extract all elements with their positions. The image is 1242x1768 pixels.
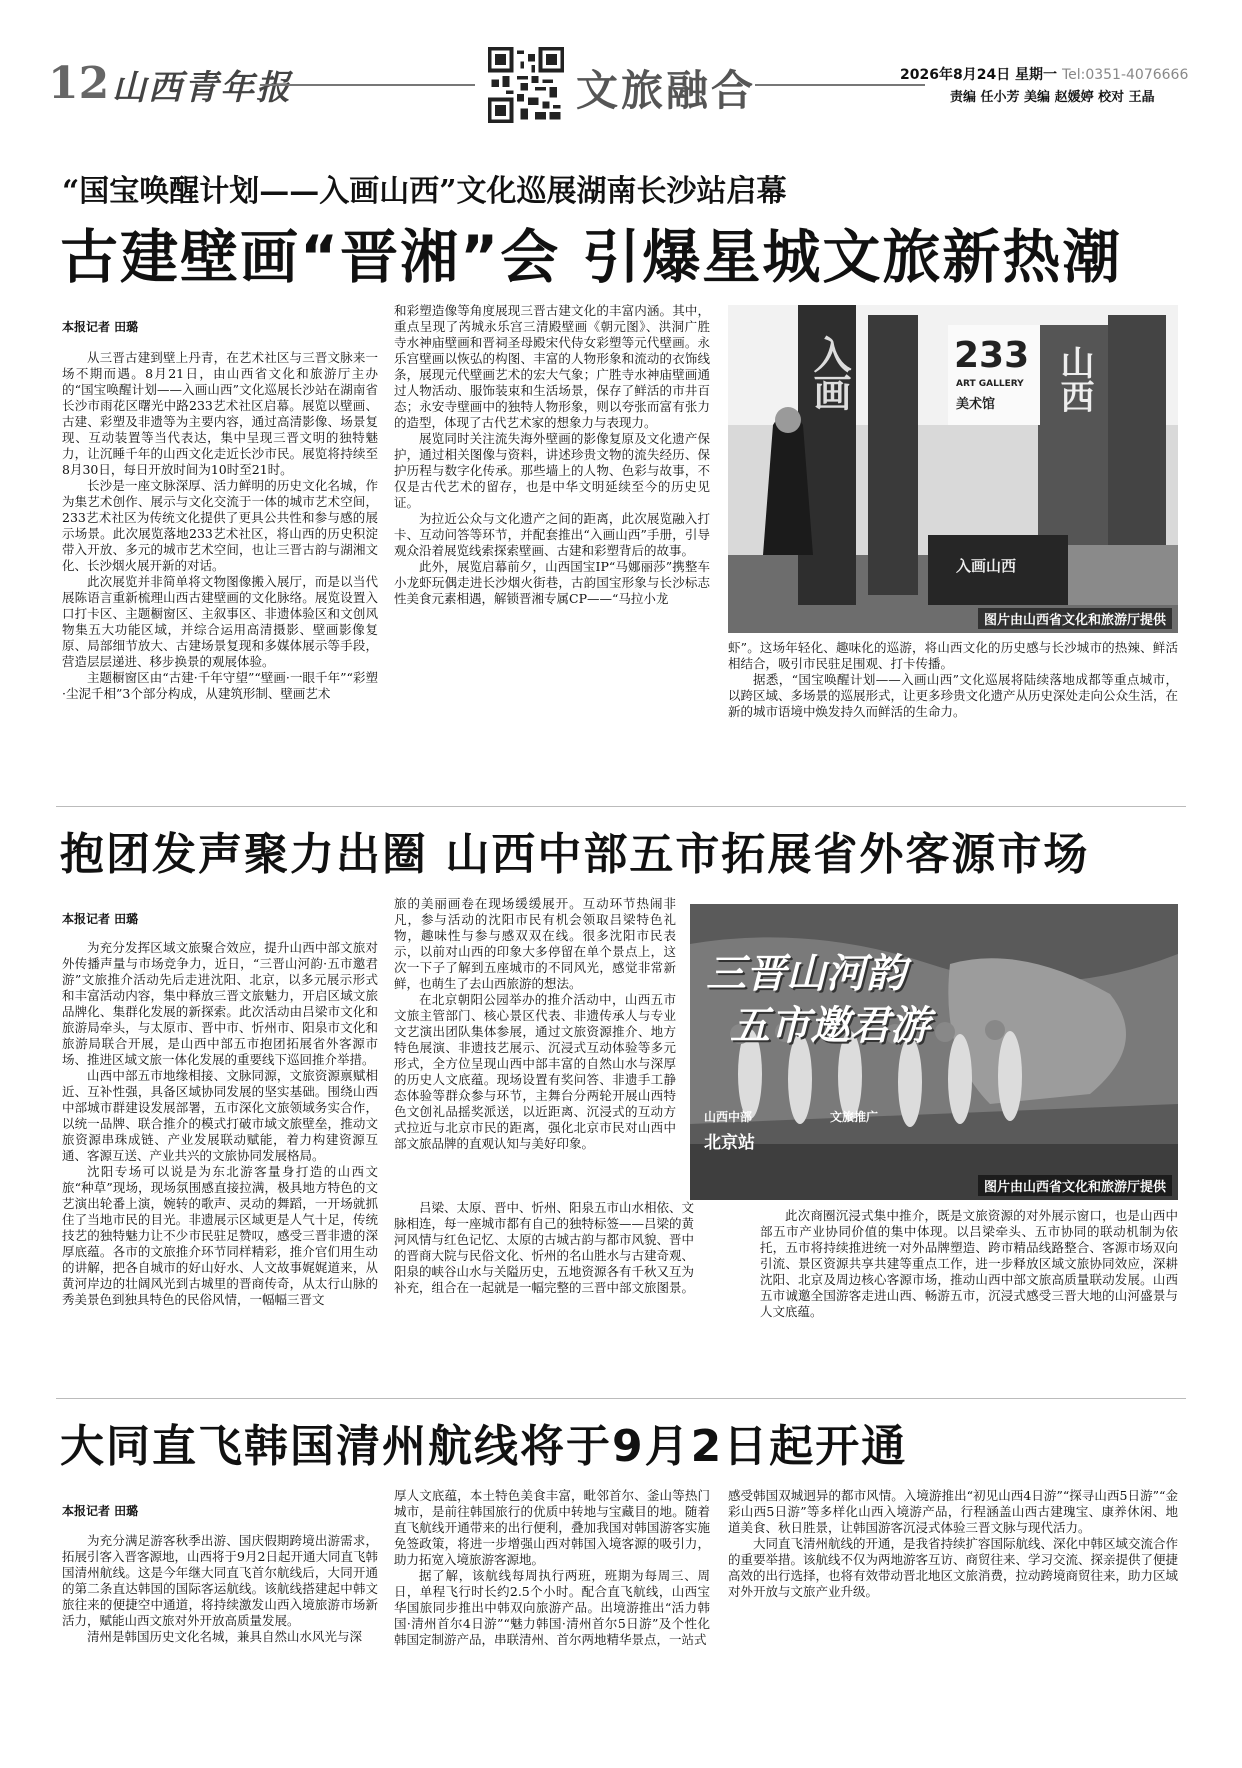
article2-col3-p1: 此次商圈沉浸式集中推介，既是文旅资源的对外展示窗口，也是山西中部五市产业协同价值的集中体现。以吕梁牵头、五市协同的联动机制为依托，五市将持续推进统一对外品牌塑造、跨市精品线路整合、客源市场双向引流、景区资源共享共建等重点工作，进一步释放区域文旅协同效应，深耕沈阳、北京及周边核心客源市场，推动山西中部文旅高质量联动发展。山西五市诚邀全国游客走进山西、畅游五市，沉浸式感受三晋大地的山河盛景与人文底蕴。 bbox=[760, 1208, 1178, 1319]
article2-col1-p1: 为充分发挥区域文旅聚合效应，提升山西中部文旅对外传播声量与市场竞争力，近日，“三晋山河韵·五市邀君游”文旅推介活动先后走进沈阳、北京，以多元展示形式和丰富活动内容，集中释放三晋文旅魅力，开启区域文旅品牌化、集群化发展的新探索。此次活动由吕梁市文化和旅游局牵头，与太原市、晋中市、忻州市、阳泉市文化和旅游局联合开展，是山西中部五市抱团拓展省外客源市场、推进区域文旅一体化发展的重要线下巡回推介举措。 bbox=[62, 940, 378, 1067]
article2-col2-p2: 在北京朝阳公园举办的推介活动中，山西五市文旅主管部门、核心景区代表、非遗传承人与专业文艺演出团队集体参展，通过文旅资源推介、地方特色展演、非遗技艺展示、沉浸式互动体验等多元形式，全方位呈现山西中部丰富的自然山水与深厚的历史人文底蕴。现场设置有奖问答、非遗手工静态体验等群众参与环节，主舞台分两轮开展山西特色文创礼品摇奖派送，以近距离、沉浸式的互动方式拉近与北京市民的距离，强化北京市民对山西中部文旅品牌的直观认知与美好印象。 bbox=[394, 992, 676, 1151]
article1-kicker: “国宝唤醒计划——入画山西”文化巡展湖南长沙站启幕 bbox=[62, 174, 787, 209]
article2-column-3 bbox=[760, 1208, 1178, 1392]
banner-left-text: 入画 bbox=[807, 335, 851, 411]
article3-col2-p1: 厚人文底蕴，本土特色美食丰富，毗邻首尔、釜山等热门城市，是前往韩国旅行的优质中转地与宝藏目的地。随着直飞航线开通带来的出行便利，叠加我国对韩国游客实施免签政策，将进一步增强山西对韩国入境客源的吸引力，助力拓宽入境旅游客源地。 bbox=[394, 1488, 710, 1567]
gallery-logo-sub: ART GALLERY bbox=[956, 379, 1024, 389]
event-title-line1: 三晋山河韵 bbox=[706, 951, 906, 997]
exhibition-photo bbox=[728, 305, 1178, 633]
article1-col3-p1: 虾”。这场年轻化、趣味化的巡游，将山西文化的历史感与长沙城市的热辣、鲜活相结合，吸引市民驻足围观、打卡传播。 bbox=[728, 640, 1178, 671]
dateline bbox=[900, 64, 1188, 84]
event-title-line2: 五市邀君游 bbox=[730, 1003, 930, 1049]
article2-col2-p1: 旅的美丽画卷在现场缓缓展开。互动环节热闹非凡，参与活动的沈阳市民有机会领取吕梁特色礼物，趣味性与参与感双双在线。很多沈阳市民表示，以前对山西的印象大多停留在单个景点上，这次一下子了解到五座城市的不同风光，感觉非常新鲜，也萌生了去山西旅游的想法。 bbox=[394, 896, 676, 991]
article3-col1-p1: 为充分满足游客秋季出游、国庆假期跨境出游需求，拓展引客入晋客源地，山西将于9月2日起开通大同直飞韩国清州航线。这是今年继大同直飞首尔航线后，大同开通的第二条直达韩国的国际客运航线。该航线搭建起中韩文旅往来的便捷空中通道，将持续激发山西入境旅游市场新活力，赋能山西文旅对外开放高质量发展。 bbox=[62, 1533, 378, 1628]
promotion-event-photo bbox=[690, 904, 1178, 1200]
event-sub-2: 文旅推广 bbox=[830, 1110, 879, 1124]
article2-byline: 本报记者 田璐 bbox=[62, 912, 139, 926]
article3-byline: 本报记者 田璐 bbox=[62, 1504, 139, 1518]
article1-col1-p1: 从三晋古建到壁上丹青，在艺术社区与三晋文脉来一场不期而遇。8月21日，由山西省文化和旅游厅主办的“国宝唤醒计划——入画山西”文化巡展长沙站在湖南省长沙市雨花区曙光中路233艺术社区启幕。展览以壁画、古建、彩塑及非遗等为主要内容，通过高清影像、场景复现、互动装置等当代表达，集中呈现三晋文明的独特魅力，让沉睡千年的山西文化走近长沙市民。展览将持续至8月30日，每日开放时间为10时至21时。 bbox=[62, 350, 378, 477]
newspaper-logo: 山西青年报 bbox=[112, 68, 292, 108]
gallery-logo-number: 233 bbox=[954, 335, 1030, 376]
banner-right-text: 山西 bbox=[1054, 345, 1094, 413]
article2-column-1 bbox=[62, 940, 378, 1392]
article3-col1-p2: 清州是韩国历史文化名城，兼具自然山水风光与深 bbox=[87, 1629, 363, 1644]
article1-headline: 古建壁画“晋湘”会 引爆星城文旅新热潮 bbox=[60, 223, 1123, 291]
article3-column-2 bbox=[394, 1488, 710, 1734]
issue-date: 2026年8月24日 星期一 bbox=[900, 67, 1058, 83]
event-sub-3: 北京站 bbox=[704, 1133, 755, 1153]
article2-headline: 抱团发声聚力出圈 山西中部五市拓展省外客源市场 bbox=[60, 829, 1090, 880]
gallery-logo-cn: 美术馆 bbox=[956, 397, 996, 412]
section-divider-2 bbox=[56, 1398, 1186, 1399]
article1-col3-p2: 据悉，“国宝唤醒计划——入画山西”文化巡展将陆续落地成都等重点城市，以跨区域、多场景的巡展形式，让更多珍贵文化遗产从历史深处走向公众生活，在新的城市语境中焕发持久而鲜活的生命力。 bbox=[728, 672, 1178, 719]
article3-col3-p2: 大同直飞清州航线的开通，是我省持续扩容国际航线、深化中韩区域交流合作的重要举措。该航线不仅为两地游客互访、商贸往来、学习交流、探亲提供了便捷高效的出行选择，也将有效带动晋北地区文旅消费，拉动跨境商贸往来，助力区域对外开放与文旅产业升级。 bbox=[728, 1536, 1178, 1599]
article1-col1-p2: 长沙是一座文脉深厚、活力鲜明的历史文化名城，作为集艺术创作、展示与文化交流于一体的城市艺术空间，233艺术社区为传统文化提供了更具公共性和参与感的展示场景。此次展览落地233艺术社区，将山西的历史积淀带入开放、多元的城市艺术空间，也让三晋古韵与湖湘文化、长沙烟火展开新的对话。 bbox=[62, 478, 378, 573]
article1-column-1 bbox=[62, 350, 378, 798]
event-sub-1: 山西中部 bbox=[704, 1110, 753, 1124]
article3-col2-p2: 据了解，该航线每周执行两班，班期为每周三、周日，单程飞行时长约2.5个小时。配合直飞航线，山西宝华国旅同步推出中韩双向旅游产品。出境游推出“活力韩国·清州首尔4日游”“魅力韩国·清州首尔5日游”及个性化韩国定制游产品，串联清州、首尔两地精华景点，一站式 bbox=[394, 1568, 710, 1647]
article1-col2-p4: 此外，展览启幕前夕，山西国宝IP“马娜丽莎”携整车小龙虾玩偶走进长沙烟火街巷，古韵国宝形象与长沙标志性美食元素相遇，解锁晋湘专属CP——“马拉小龙 bbox=[394, 559, 710, 606]
article2-column-2b bbox=[394, 1200, 694, 1392]
article1-byline: 本报记者 田璐 bbox=[62, 320, 139, 334]
article1-col2-p2: 展览同时关注流失海外壁画的影像复原及文化遗产保护，通过相关图像与资料，讲述珍贵文物的流失经历、保护历程与数字化传承。那些墙上的人物、色彩与故事，不仅是古代艺术的留存，也是中华文明延续至今的历史见证。 bbox=[394, 431, 710, 510]
article2-col1-p2: 山西中部五市地缘相接、文脉同源，文旅资源禀赋相近、互补性强，具备区域协同发展的坚实基础。围绕山西中部城市群建设发展部署，五市深化文旅领域务实合作，以统一品牌、联合推介的模式打破市域文旅壁垒，推动文旅资源串珠成链、产业发展联动赋能，着力构建资源互通、客源互送、产业共兴的文旅协同发展格局。 bbox=[62, 1068, 378, 1163]
article2-col2-p3: 吕梁、太原、晋中、忻州、阳泉五市山水相依、文脉相连，每一座城市都有自己的独特标签——吕梁的黄河风情与红色记忆、太原的古城古韵与都市风貌、晋中的晋商大院与民俗文化、忻州的名山胜水与古建奇观、阳泉的峡谷山水与关隘历史，五地资源各有千秋又互为补充，组合在一起就是一幅完整的三晋中部文旅图景。 bbox=[394, 1200, 694, 1295]
article2-col1-p3: 沈阳专场可以说是为东北游客量身打造的山西文旅“种草”现场，现场氛围感直接拉满，极具地方特色的文艺演出轮番上演，婉转的歌声、灵动的舞蹈，一开场就抓住了当地市民的目光。非遗展示区域更是人气十足，传统技艺的独特魅力让不少市民驻足赞叹，感受三晋非遗的深厚底蕴。各市的文旅推介环节同样精彩，推介官们用生动的讲解，把各自城市的好山好水、人文故事娓娓道来，从黄河岸边的壮阔风光到古城里的晋商传奇，从太行山脉的秀美景色到独具特色的民俗风情，一幅幅三晋文 bbox=[62, 1164, 378, 1307]
article3-col3-p1: 感受韩国双城迥异的都市风情。入境游推出“初见山西4日游”“探寻山西5日游”“金彩山西5日游”等多样化山西入境游产品，行程涵盖山西古建瑰宝、康养休闲、地道美食、秋日胜景，让韩国游客沉浸式体验三晋文脉与现代活力。 bbox=[728, 1488, 1178, 1535]
phone-number: Tel:0351-4076666 bbox=[1061, 67, 1189, 83]
masthead-rule-left bbox=[260, 84, 475, 86]
article1-photo-caption: 图片由山西省文化和旅游厅提供 bbox=[978, 608, 1172, 629]
article1-column-3 bbox=[728, 640, 1178, 800]
article1-column-2 bbox=[394, 303, 710, 801]
article2-column-2a bbox=[394, 896, 676, 1192]
article1-col2-p3: 为拉近公众与文化遗产之间的距离，此次展览融入打卡、互动问答等环节，并配套推出“入画山西”手册，引导观众沿着展览线索探索壁画、古建和彩塑背后的故事。 bbox=[394, 511, 710, 558]
exhibition-scene-illustration bbox=[728, 305, 1178, 633]
article1-col1-p3: 此次展览并非简单将文物图像搬入展厅，而是以当代展陈语言重新梳理山西古建壁画的文化脉络。展览设置入口打卡区、主题橱窗区、主叙事区、非遗体验区和文创风物集五大功能区域，并综合运用高清摄影、壁画影像复原、局部细节放大、古建场景复现和多媒体展示等手段，营造层层递进、移步换景的观展体验。 bbox=[62, 574, 378, 669]
masthead-rule-right bbox=[755, 84, 925, 86]
article1-col1-p4: 主题橱窗区由“古建·千年守望”“壁画·一眼千年”“彩塑·尘泥千相”3个部分构成，从建筑形制、壁画艺术 bbox=[62, 670, 378, 701]
section-divider bbox=[56, 806, 1186, 807]
article3-headline: 大同直飞韩国清州航线将于9月2日起开通 bbox=[60, 1421, 908, 1472]
qr-code-icon[interactable] bbox=[488, 47, 564, 123]
editor-credits: 责编 任小芳 美编 赵媛婷 校对 王晶 bbox=[950, 90, 1155, 105]
article2-photo-caption: 图片由山西省文化和旅游厅提供 bbox=[978, 1175, 1172, 1196]
article3-column-3 bbox=[728, 1488, 1178, 1734]
article1-col2-p1: 和彩塑造像等角度展现三晋古建文化的丰富内涵。其中，重点呈现了芮城永乐宫三清殿壁画《朝元图》、洪洞广胜寺水神庙壁画和晋祠圣母殿宋代侍女彩塑等元代壁画。永乐宫壁画以恢弘的构图、丰富的人物形象和流动的衣饰线条，展现元代壁画艺术的宏大气象；广胜寺水神庙壁画通过人物活动、服饰装束和生活场景，保存了鲜活的市井百态；永安寺壁画中的独特人物形象，则以夸张而富有张力的造型，体现了古代艺术家的想象力与表现力。 bbox=[394, 303, 710, 430]
section-title: 文旅融合 bbox=[576, 66, 757, 115]
page-number: 12 bbox=[48, 58, 110, 109]
display-board-text: 入画山西 bbox=[956, 557, 1017, 575]
article3-column-1 bbox=[62, 1533, 378, 1733]
